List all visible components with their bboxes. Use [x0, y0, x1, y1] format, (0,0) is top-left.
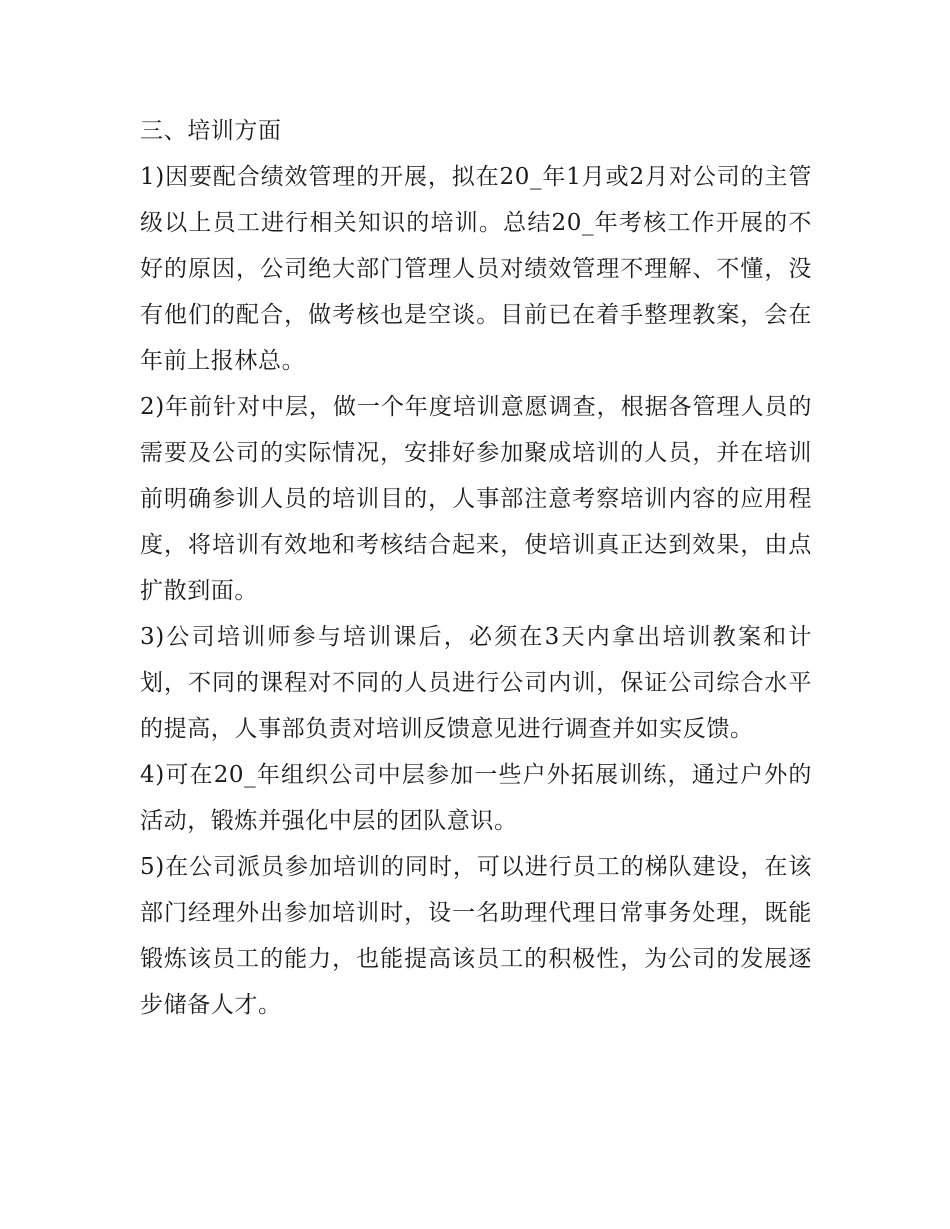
- paragraph-1: 1)因要配合绩效管理的开展，拟在20_年1月或2月对公司的主管级以上员工进行相关知识的培训。总结20_年考核工作开展的不好的原因，公司绝大部门管理人员对绩效管理不理解、不懂，没有他们的配合，做考核也是空谈。目前已在着手整理教案，会在年前上报林总。: [140, 164, 812, 374]
- paragraph-3: 3)公司培训师参与培训课后，必须在3天内拿出培训教案和计划，不同的课程对不同的人员进行公司内训，保证公司综合水平的提高，人事部负责对培训反馈意见进行调查并如实反馈。: [140, 624, 812, 742]
- paragraph-2: 2)年前针对中层，做一个年度培训意愿调查，根据各管理人员的需要及公司的实际情况，安排好参加聚成培训的人员，并在培训前明确参训人员的培训目的，人事部注意考察培训内容的应用程度，将培训有效地和考核结合起来，使培训真正达到效果，由点扩散到面。: [140, 394, 812, 604]
- paragraph-4: 4)可在20_年组织公司中层参加一些户外拓展训练，通过户外的活动，锻炼并强化中层的团队意识。: [140, 762, 812, 834]
- section-title: 三、培训方面: [140, 118, 282, 144]
- document-body: [140, 108, 812, 1028]
- paragraph-5: 5)在公司派员参加培训的同时，可以进行员工的梯队建设，在该部门经理外出参加培训时，设一名助理代理日常事务处理，既能锻炼该员工的能力，也能提高该员工的积极性，为公司的发展逐步储备人才。: [140, 854, 812, 1018]
